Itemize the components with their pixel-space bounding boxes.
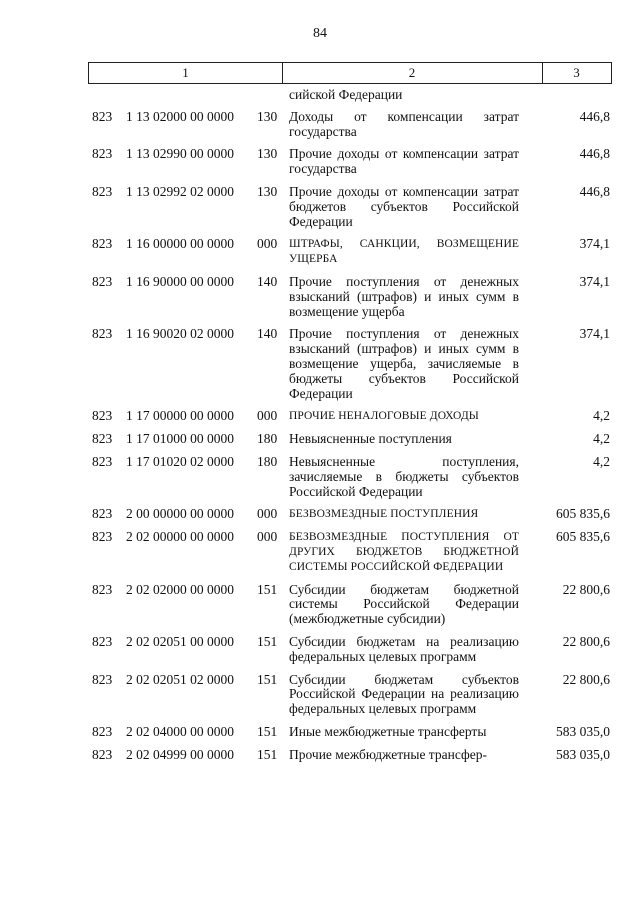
table-row (0, 185, 640, 229)
row-classification-code: 1 13 02992 02 0000 (126, 183, 234, 199)
row-type-code: 180 (257, 453, 278, 469)
row-amount: 22 800,6 (562, 671, 610, 687)
row-amount: 605 835,6 (556, 506, 610, 522)
table-row (0, 748, 640, 763)
row-name: Невыясненные поступления, зачисляемые в бюджеты субъектов Российской Федерации (289, 453, 519, 499)
row-classification-code: 1 16 90000 00 0000 (126, 273, 234, 289)
row-classification-code: 2 02 04000 00 0000 (126, 723, 234, 739)
row-type-code: 151 (257, 746, 278, 762)
table-row (0, 327, 640, 401)
row-classification-code: 1 17 01000 00 0000 (126, 431, 234, 447)
row-name: Субсидии бюджетам бюджетной системы Российской Федерации (межбюджетные субсидии) (289, 581, 519, 627)
table-row (0, 88, 640, 103)
row-name: Прочие поступления от денежных взысканий (штрафов) и иных сумм в возмещение ущерба (289, 273, 519, 319)
table-row (0, 507, 640, 522)
row-type-code: 140 (257, 326, 278, 342)
table-row (0, 635, 640, 665)
row-name: Прочие межбюджетные трансфер- (289, 746, 487, 762)
table-row (0, 673, 640, 717)
row-amount: 583 035,0 (556, 746, 610, 762)
row-type-code: 180 (257, 431, 278, 447)
row-amount: 374,1 (579, 326, 610, 342)
row-admin-code: 823 (92, 183, 113, 199)
row-name: ШТРАФЫ, САНКЦИИ, ВОЗМЕЩЕНИЕ УЩЕРБА (289, 238, 519, 266)
row-classification-code: 2 02 02051 00 0000 (126, 633, 234, 649)
row-admin-code: 823 (92, 671, 113, 687)
row-type-code: 140 (257, 273, 278, 289)
row-amount: 374,1 (579, 236, 610, 252)
row-classification-code: 1 16 90020 02 0000 (126, 326, 234, 342)
row-name: БЕЗВОЗМЕЗДНЫЕ ПОСТУПЛЕНИЯ (289, 508, 479, 521)
row-classification-code: 1 13 02990 00 0000 (126, 146, 234, 162)
row-admin-code: 823 (92, 506, 113, 522)
row-classification-code: 1 16 00000 00 0000 (126, 236, 234, 252)
row-admin-code: 823 (92, 633, 113, 649)
table-row (0, 725, 640, 740)
header-col-3: 3 (573, 65, 580, 80)
table-row (0, 432, 640, 447)
row-admin-code: 823 (92, 236, 113, 252)
row-admin-code: 823 (92, 723, 113, 739)
row-admin-code: 823 (92, 408, 113, 424)
row-admin-code: 823 (92, 146, 113, 162)
row-name: Субсидии бюджетам на реализацию федеральных целевых программ (289, 633, 519, 664)
row-type-code: 151 (257, 671, 278, 687)
row-amount: 22 800,6 (562, 633, 610, 649)
row-amount: 4,2 (593, 431, 610, 447)
row-amount: 4,2 (593, 408, 610, 424)
row-name: Субсидии бюджетам субъектов Российской Федерации на реализацию федеральных целевых программ (289, 671, 519, 717)
table-row (0, 583, 640, 627)
row-type-code: 151 (257, 581, 278, 597)
row-admin-code: 823 (92, 273, 113, 289)
table-row (0, 110, 640, 140)
row-amount: 446,8 (579, 108, 610, 124)
page-number: 84 (313, 26, 327, 41)
row-classification-code: 1 17 00000 00 0000 (126, 408, 234, 424)
row-type-code: 000 (257, 529, 278, 545)
row-amount: 583 035,0 (556, 723, 610, 739)
row-admin-code: 823 (92, 529, 113, 545)
row-name: БЕЗВОЗМЕЗДНЫЕ ПОСТУПЛЕНИЯ ОТ ДРУГИХ БЮДЖЕТОВ БЮДЖЕТНОЙ СИСТЕМЫ РОССИЙСКОЙ ФЕДЕРАЦИИ (289, 531, 519, 573)
row-amount: 446,8 (579, 183, 610, 199)
row-amount: 446,8 (579, 146, 610, 162)
row-classification-code: 2 02 02051 02 0000 (126, 671, 234, 687)
table-header (88, 62, 612, 84)
row-amount: 374,1 (579, 273, 610, 289)
table-row (0, 530, 640, 574)
row-name: сийской Федерации (289, 87, 403, 102)
row-type-code: 151 (257, 723, 278, 739)
row-amount: 22 800,6 (562, 581, 610, 597)
row-classification-code: 2 00 00000 00 0000 (126, 506, 234, 522)
row-admin-code: 823 (92, 431, 113, 447)
row-type-code: 130 (257, 183, 278, 199)
table-row (0, 275, 640, 319)
row-classification-code: 2 02 00000 00 0000 (126, 529, 234, 545)
row-classification-code: 2 02 02000 00 0000 (126, 581, 234, 597)
row-admin-code: 823 (92, 746, 113, 762)
row-name: Невыясненные поступления (289, 431, 452, 447)
row-name: Прочие доходы от компенсации затрат бюджетов субъектов Российской Федерации (289, 183, 519, 229)
table-row (0, 147, 640, 177)
row-type-code: 000 (257, 236, 278, 252)
row-name: Прочие поступления от денежных взысканий (штрафов) и иных сумм в возмещение ущерба, зачисляемые в бюджеты субъектов Российской Федерации (289, 326, 519, 401)
table-row (0, 409, 640, 424)
row-type-code: 130 (257, 108, 278, 124)
row-admin-code: 823 (92, 108, 113, 124)
table-body (0, 88, 640, 762)
row-type-code: 000 (257, 506, 278, 522)
row-classification-code: 1 17 01020 02 0000 (126, 453, 234, 469)
row-classification-code: 2 02 04999 00 0000 (126, 746, 234, 762)
row-name: ПРОЧИЕ НЕНАЛОГОВЫЕ ДОХОДЫ (289, 410, 479, 423)
row-name: Иные межбюджетные трансферты (289, 723, 487, 739)
row-name: Прочие доходы от компенсации затрат государства (289, 146, 519, 177)
row-classification-code: 1 13 02000 00 0000 (126, 108, 234, 124)
row-name: Доходы от компенсации затрат государства (289, 108, 519, 139)
row-admin-code: 823 (92, 581, 113, 597)
header-col-1: 1 (89, 63, 283, 83)
row-type-code: 130 (257, 146, 278, 162)
row-admin-code: 823 (92, 326, 113, 342)
row-type-code: 000 (257, 408, 278, 424)
table-row (0, 237, 640, 267)
row-amount: 4,2 (593, 453, 610, 469)
header-col-2: 2 (282, 63, 543, 83)
row-type-code: 151 (257, 633, 278, 649)
row-admin-code: 823 (92, 453, 113, 469)
table-row (0, 455, 640, 499)
row-amount: 605 835,6 (556, 529, 610, 545)
